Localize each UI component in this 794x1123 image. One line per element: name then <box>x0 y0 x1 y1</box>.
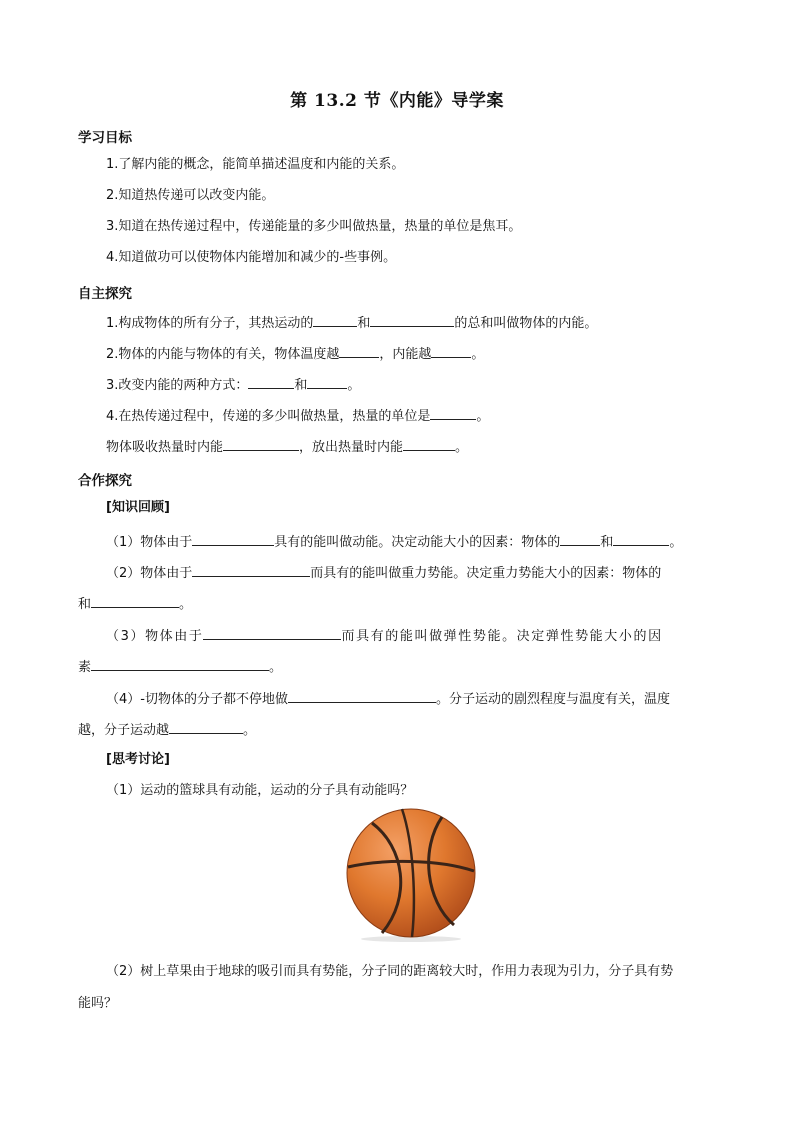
fill-blank[interactable] <box>169 720 243 734</box>
basketball-image <box>342 805 480 945</box>
question-line: 物体吸收热量时内能 ，放出热量时内能 。 <box>106 437 468 456</box>
fill-blank[interactable] <box>203 626 341 640</box>
fill-blank[interactable] <box>288 689 436 703</box>
subsection-label-discuss: [思考讨论] <box>106 752 170 767</box>
fill-blank[interactable] <box>613 532 669 546</box>
fill-blank[interactable] <box>91 657 269 671</box>
fill-blank[interactable] <box>560 532 600 546</box>
question-line: 素 。 <box>78 657 282 676</box>
fill-blank[interactable] <box>192 563 310 577</box>
question-line: （3）物体由于 而具有的能叫做弹性势能。决定弹性势能大小的因 <box>106 626 663 645</box>
fill-blank[interactable] <box>307 375 347 389</box>
question-line: 和 。 <box>78 594 192 613</box>
question-line: （2）物体由于 而具有的能叫做重力势能。决定重力势能大小的因素：物体的 <box>106 563 661 582</box>
fill-blank[interactable] <box>339 344 379 358</box>
fill-blank[interactable] <box>223 437 299 451</box>
question-line: 4.在热传递过程中，传递的多少叫做热量，热量的单位是 。 <box>106 406 489 425</box>
page-title: 第 13.2 节《内能》导学案 <box>290 91 504 111</box>
section-heading-coop: 合作探究 <box>78 473 132 489</box>
question-line: 2.物体的内能与物体的有关，物体温度越 ，内能越 。 <box>106 344 484 363</box>
fill-blank[interactable] <box>313 313 357 327</box>
discussion-question: （1）运动的篮球具有动能，运动的分子具有动能吗？ <box>106 783 414 798</box>
goal-item: 2.知道热传递可以改变内能。 <box>106 188 275 203</box>
discussion-question: （2）树上草果由于地球的吸引而具有势能，分子同的距离较大时，作用力表现为引力，分子具有势 <box>106 964 674 979</box>
goal-item: 4.知道做功可以使物体内能增加和减少的-些事例。 <box>106 250 397 265</box>
question-line: 3.改变内能的两种方式： 和 。 <box>106 375 360 394</box>
fill-blank[interactable] <box>91 594 179 608</box>
question-line: 1.构成物体的所有分子，其热运动的 和 的总和叫做物体的内能。 <box>106 313 597 332</box>
fill-blank[interactable] <box>192 532 274 546</box>
goal-item: 3.知道在热传递过程中，传递能量的多少叫做热量，热量的单位是焦耳。 <box>106 219 522 234</box>
subsection-label-review: [知识回顾] <box>106 500 170 515</box>
question-line: 越，分子运动越 。 <box>78 720 256 739</box>
question-line: （1）物体由于 具有的能叫做动能。决定动能大小的因素：物体的 和 。 <box>106 532 682 551</box>
fill-blank[interactable] <box>248 375 294 389</box>
discussion-question: 能吗？ <box>78 996 118 1011</box>
fill-blank[interactable] <box>430 406 476 420</box>
fill-blank[interactable] <box>403 437 455 451</box>
question-line: （4）-切物体的分子都不停地做 。分子运动的剧烈程度与温度有关，温度 <box>106 689 670 708</box>
section-heading-goals: 学习目标 <box>78 130 132 146</box>
fill-blank[interactable] <box>431 344 471 358</box>
goal-item: 1.了解内能的概念，能简单描述温度和内能的关系。 <box>106 157 405 172</box>
fill-blank[interactable] <box>370 313 454 327</box>
section-heading-self-study: 自主探究 <box>78 286 132 302</box>
